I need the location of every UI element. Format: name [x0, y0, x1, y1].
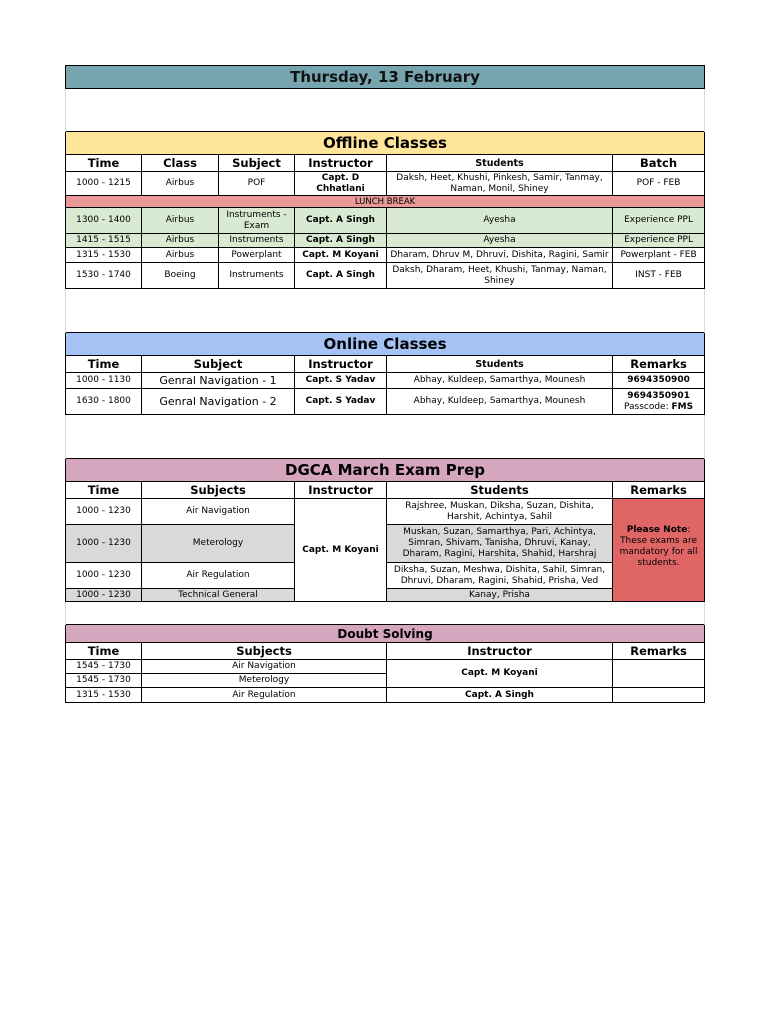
- online-col-instructor: Instructor: [295, 356, 387, 373]
- cell-subject: Genral Navigation - 2: [142, 389, 295, 415]
- note-label: Please Note: [626, 525, 688, 535]
- cell-time: 1000 - 1230: [66, 525, 142, 563]
- cell-subject: Air Navigation: [142, 660, 387, 674]
- spacer: [66, 415, 705, 459]
- doubt-col-instructor: Instructor: [387, 643, 613, 660]
- cell-time: 1000 - 1230: [66, 589, 142, 602]
- offline-col-students: Students: [387, 155, 613, 172]
- schedule-sheet: [65, 65, 704, 703]
- cell-time: 1530 - 1740: [66, 263, 142, 289]
- cell-class: Airbus: [142, 208, 219, 234]
- cell-time: 1315 - 1530: [66, 688, 142, 703]
- dgca-col-students: Students: [387, 482, 613, 499]
- cell-subject: Instruments: [219, 234, 295, 248]
- table-row: [66, 172, 705, 196]
- table-row: [66, 688, 705, 703]
- cell-subject: Technical General: [142, 589, 295, 602]
- cell-instructor: Capt. A Singh: [295, 208, 387, 234]
- dgca-instructor: Capt. M Koyani: [295, 499, 387, 602]
- cell-time: 1315 - 1530: [66, 248, 142, 263]
- dgca-col-time: Time: [66, 482, 142, 499]
- cell-instructor: Capt. S Yadav: [295, 389, 387, 415]
- cell-time: 1300 - 1400: [66, 208, 142, 234]
- cell-subject: POF: [219, 172, 295, 196]
- cell-subject: Meterology: [142, 674, 387, 688]
- cell-time: 1415 - 1515: [66, 234, 142, 248]
- cell-remarks: [613, 389, 705, 415]
- phone-number: 9694350901: [627, 390, 690, 401]
- lunch-break-row: LUNCH BREAK: [66, 196, 705, 208]
- doubt-title: Doubt Solving: [66, 625, 705, 643]
- cell-instructor: Capt. D Chhatlani: [295, 172, 387, 196]
- cell-time: 1545 - 1730: [66, 660, 142, 674]
- table-row: [66, 499, 705, 525]
- cell-instructor: Capt. M Koyani: [387, 660, 613, 688]
- online-title: Online Classes: [66, 333, 705, 356]
- online-header-row: [66, 356, 705, 373]
- cell-time: 1000 - 1215: [66, 172, 142, 196]
- cell-students: Daksh, Dharam, Heet, Khushi, Tanmay, Naman, Shiney: [387, 263, 613, 289]
- offline-title: Offline Classes: [66, 132, 705, 155]
- online-col-subject: Subject: [142, 356, 295, 373]
- spacer: [66, 289, 705, 333]
- doubt-col-time: Time: [66, 643, 142, 660]
- doubt-col-subjects: Subjects: [142, 643, 387, 660]
- cell-students: Daksh, Heet, Khushi, Pinkesh, Samir, Tanmay, Naman, Monil, Shiney: [387, 172, 613, 196]
- cell-students: Ayesha: [387, 208, 613, 234]
- offline-col-class: Class: [142, 155, 219, 172]
- cell-remarks: [613, 688, 705, 703]
- cell-subject: Genral Navigation - 1: [142, 373, 295, 389]
- cell-instructor: Capt. A Singh: [295, 234, 387, 248]
- cell-subject: Instruments: [219, 263, 295, 289]
- table-row: [66, 389, 705, 415]
- cell-subject: Air Regulation: [142, 563, 295, 589]
- cell-subject: Powerplant: [219, 248, 295, 263]
- cell-class: Airbus: [142, 172, 219, 196]
- table-row: [66, 263, 705, 289]
- table-row: [66, 248, 705, 263]
- table-row: [66, 373, 705, 389]
- cell-subject: Instruments - Exam: [219, 208, 295, 234]
- offline-header-row: [66, 155, 705, 172]
- offline-col-instructor: Instructor: [295, 155, 387, 172]
- cell-class: Airbus: [142, 234, 219, 248]
- cell-students: Diksha, Suzan, Meshwa, Dishita, Sahil, Simran, Dhruvi, Dharam, Ragini, Shahid, Prisha, Ved: [387, 563, 613, 589]
- passcode: [615, 402, 702, 413]
- dgca-title: DGCA March Exam Prep: [66, 459, 705, 482]
- cell-class: Airbus: [142, 248, 219, 263]
- cell-instructor: Capt. M Koyani: [295, 248, 387, 263]
- cell-subject: Air Navigation: [142, 499, 295, 525]
- passcode-label: Passcode:: [623, 401, 672, 412]
- cell-time: 1545 - 1730: [66, 674, 142, 688]
- cell-students: Ayesha: [387, 234, 613, 248]
- cell-instructor: Capt. S Yadav: [295, 373, 387, 389]
- cell-time: 1000 - 1230: [66, 499, 142, 525]
- offline-col-time: Time: [66, 155, 142, 172]
- table-row: [66, 234, 705, 248]
- dgca-col-remarks: Remarks: [613, 482, 705, 499]
- note-text: : These exams are mandatory for all students.: [619, 525, 698, 568]
- spacer: [66, 89, 705, 132]
- spacer: [66, 602, 705, 625]
- cell-batch: Experience PPL: [613, 208, 705, 234]
- doubt-col-remarks: Remarks: [613, 643, 705, 660]
- cell-remarks: [613, 660, 705, 688]
- online-col-time: Time: [66, 356, 142, 373]
- offline-col-batch: Batch: [613, 155, 705, 172]
- online-col-remarks: Remarks: [613, 356, 705, 373]
- cell-students: Rajshree, Muskan, Diksha, Suzan, Dishita, Harshit, Achintya, Sahil: [387, 499, 613, 525]
- cell-subject: Meterology: [142, 525, 295, 563]
- cell-time: 1000 - 1130: [66, 373, 142, 389]
- cell-instructor: Capt. A Singh: [295, 263, 387, 289]
- cell-students: Kanay, Prisha: [387, 589, 613, 602]
- offline-col-subject: Subject: [219, 155, 295, 172]
- cell-subject: Air Regulation: [142, 688, 387, 703]
- cell-remarks: 9694350900: [613, 373, 705, 389]
- cell-batch: Experience PPL: [613, 234, 705, 248]
- cell-batch: POF - FEB: [613, 172, 705, 196]
- cell-instructor: Capt. A Singh: [387, 688, 613, 703]
- cell-students: Muskan, Suzan, Samarthya, Pari, Achintya, Simran, Shivam, Tanisha, Dhruvi, Kanay, Dharam, Ragini, Harshita, Shahid, Harshraj: [387, 525, 613, 563]
- dgca-note: [613, 499, 705, 602]
- cell-time: 1000 - 1230: [66, 563, 142, 589]
- table-row: [66, 208, 705, 234]
- schedule-table: [65, 65, 705, 703]
- date-title: Thursday, 13 February: [66, 66, 705, 89]
- cell-students: Abhay, Kuldeep, Samarthya, Mounesh: [387, 373, 613, 389]
- cell-students: Dharam, Dhruv M, Dhruvi, Dishita, Ragini, Samir: [387, 248, 613, 263]
- cell-time: 1630 - 1800: [66, 389, 142, 415]
- dgca-header-row: [66, 482, 705, 499]
- cell-batch: INST - FEB: [613, 263, 705, 289]
- cell-batch: Powerplant - FEB: [613, 248, 705, 263]
- dgca-col-subjects: Subjects: [142, 482, 295, 499]
- doubt-header-row: [66, 643, 705, 660]
- table-row: [66, 660, 705, 674]
- dgca-col-instructor: Instructor: [295, 482, 387, 499]
- passcode-value: FMS: [671, 401, 694, 412]
- cell-class: Boeing: [142, 263, 219, 289]
- cell-students: Abhay, Kuldeep, Samarthya, Mounesh: [387, 389, 613, 415]
- online-col-students: Students: [387, 356, 613, 373]
